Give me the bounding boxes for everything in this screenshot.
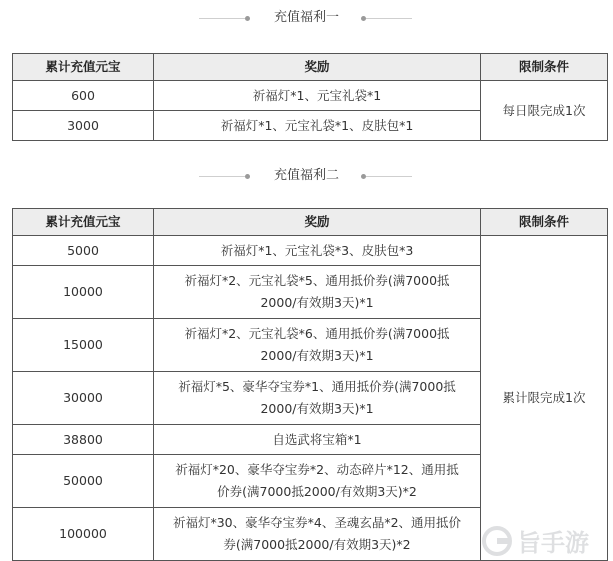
amount-cell: 38800 — [13, 425, 154, 455]
reward-cell: 祈福灯*2、元宝礼袋*5、通用抵价券(满7000抵2000/有效期3天)*1 — [154, 266, 481, 319]
table-header-row — [13, 54, 608, 81]
amount-cell: 15000 — [13, 319, 154, 372]
header-limit: 限制条件 — [481, 54, 608, 81]
reward-cell: 祈福灯*5、豪华夺宝券*1、通用抵价券(满7000抵2000/有效期3天)*1 — [154, 372, 481, 425]
section-1-heading — [0, 8, 613, 28]
reward-cell: 祈福灯*1、元宝礼袋*1、皮肤包*1 — [154, 111, 481, 141]
divider-right — [366, 18, 412, 19]
amount-cell: 5000 — [13, 236, 154, 266]
recharge-table-1 — [12, 53, 608, 141]
table-row — [13, 81, 608, 111]
divider-right — [366, 176, 412, 177]
amount-cell: 100000 — [13, 508, 154, 561]
recharge-table-2 — [12, 208, 608, 561]
header-amount: 累计充值元宝 — [13, 54, 154, 81]
limit-cell: 累计限完成1次 — [481, 236, 608, 561]
reward-cell: 自选武将宝箱*1 — [154, 425, 481, 455]
header-reward: 奖励 — [154, 209, 481, 236]
limit-cell: 每日限完成1次 — [481, 81, 608, 141]
svg-text:旨手游: 旨手游 — [517, 529, 589, 557]
reward-cell: 祈福灯*1、元宝礼袋*1 — [154, 81, 481, 111]
reward-cell: 祈福灯*30、豪华夺宝券*4、圣魂玄晶*2、通用抵价券(满7000抵2000/有效期3天)*2 — [154, 508, 481, 561]
table-row — [13, 236, 608, 266]
table-header-row — [13, 209, 608, 236]
reward-cell: 祈福灯*1、元宝礼袋*3、皮肤包*3 — [154, 236, 481, 266]
section-2-heading — [0, 166, 613, 186]
amount-cell: 600 — [13, 81, 154, 111]
header-reward: 奖励 — [154, 54, 481, 81]
header-limit: 限制条件 — [481, 209, 608, 236]
amount-cell: 3000 — [13, 111, 154, 141]
amount-cell: 50000 — [13, 455, 154, 508]
header-amount: 累计充值元宝 — [13, 209, 154, 236]
amount-cell: 30000 — [13, 372, 154, 425]
amount-cell: 10000 — [13, 266, 154, 319]
section-2-title: 充值福利二 — [273, 168, 339, 183]
reward-cell: 祈福灯*2、元宝礼袋*6、通用抵价券(满7000抵2000/有效期3天)*1 — [154, 319, 481, 372]
reward-cell: 祈福灯*20、豪华夺宝券*2、动态碎片*12、通用抵价券(满7000抵2000/有效期3天)*2 — [154, 455, 481, 508]
section-1-title: 充值福利一 — [273, 10, 339, 25]
